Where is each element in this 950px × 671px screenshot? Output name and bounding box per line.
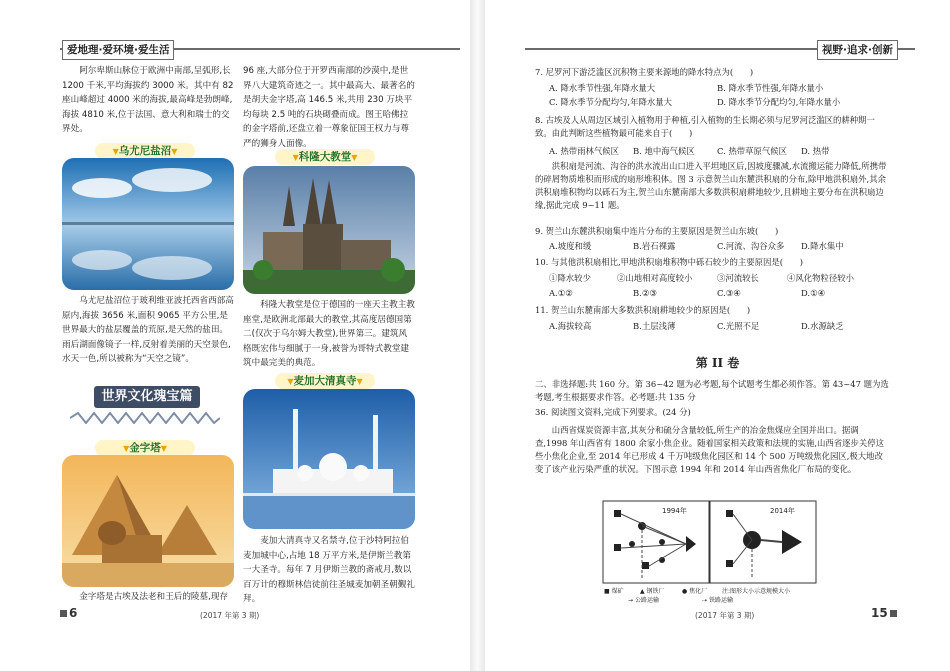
right-header: 视野·追求·创新 [817,40,898,58]
part-two-instructions: 二、非选择题:共 160 分。第 36~42 题为必考题,每个试题考生都必须作答。第 43~47 题为选考题,考生根据要求作答。必考题:共 135 分 [535,379,889,402]
tag-uyuni: ▼乌尤尼盐沼▼ [95,143,195,159]
right-footer: (2017 年第 3 期) [695,611,755,620]
map-year-1994: 1994年 [662,507,687,515]
pyramid-text: 金字塔是古埃及法老和王后的陵墓,现存 [79,592,229,602]
section-banner: 世界文化瑰宝篇 [94,386,200,408]
material-text: 洪积扇是河流、沟谷的洪水流出山口进入平坦地区后,因坡度骤减,水流搬运能力降低,所携带的碎屑物质堆积而形成的扇形堆积体。图 3 示意贺兰山东麓洪积扇的分布,除甲地洪积扇外,其余洪积扇堆积物均以砾石为主,贺兰山东麓南部大多数洪积扇耕地较少,且耕地主要分布在洪积扇边缘,据此完成 9~11 题。 [535,161,887,210]
left-header: 爱地理·爱环境·爱生活 [62,40,174,58]
section-title: 第 II 卷 [695,356,740,370]
uyuni-text: 乌尤尼盐沼位于玻利维亚波托西省西部高原内,海拔 3656 米,面积 9065 平方公里,是世界最大的盐层覆盖的荒原,是天然的盐田。雨后湖面像镜子一样,反射着美丽的天空景色,水天一色,所以被称为“天空之镜”。 [62,296,234,365]
map-year-2014: 2014年 [770,507,795,515]
book-spine [470,0,485,671]
pyramid-photo [62,455,234,587]
coking-plant-map-figure: 1994年 2014年 ■ 煤矿 ▲ 钢铁厂 ● 焦化厂 注:图形大小示意规模大小 → 公路运输 ⇢ 铁路运输 [602,500,818,604]
mosque-photo [243,389,415,529]
pyramid-continued-text: 96 座,大部分位于开罗西南部的沙漠中,是世界八大建筑奇迹之一。其中最高大、最著名的是胡夫金字塔,高 146.5 米,共用 230 万块平均每块 2.5 吨的石块砌叠而成。图王哈佛拉的金字塔前,还盘立着一尊象征国王权力与尊严的狮身人面像。 [243,66,415,149]
tag-cologne: ▼科隆大教堂▼ [275,149,375,165]
tag-mosque: ▼麦加大清真寺▼ [275,373,375,389]
question-9: 9. 贺兰山东麓洪积扇集中连片分布的主要原因是贺兰山东坡( ) [535,226,779,236]
left-page-number: 6 [58,606,77,620]
left-page [0,0,470,671]
alps-text: 阿尔卑斯山脉位于欧洲中南部,呈弧形,长1200 千米,平均海拔约 3000 米。其中有 82 座山峰超过 4000 米的海拔,最高峰是勃朗峰,海拔 4810 米,位于法国、意大利和瑞士的交界处。 [62,66,234,135]
right-page-number: 15 [871,606,899,620]
question-10: 10. 与其他洪积扇相比,甲地洪积扇堆积物中砾石较少的主要原因是( ) [535,257,804,267]
cologne-cathedral-photo [243,166,415,294]
banner-ornament [70,412,220,424]
question-8: 8. 古埃及人从周边区域引入植物用于种植,引入植物的生长期必须与尼罗河泛滥区的耕种期一致。由此判断这些植物最可能来自于( ) [535,115,875,138]
question-7: 7. 尼罗河下游泛滥区沉积物主要来源地的降水特点为( ) [535,67,754,77]
question-36-text: 山西省煤炭资源丰富,其灰分和硫分含量较低,所生产的冶金焦煤应全国并出口。据调查,1998 年山西省有 1800 余家小焦企业。随着国家相关政策和法规的实施,山西省逐步关停这些小焦化企业,至 2014 年已形成 4 千万吨级焦化园区和 14 个 500 万吨级焦化园区,极大地改变了该产业污染严重的状况。下图示意 1994 年和 2014 年山西省焦化厂布局的变化。 [535,425,885,474]
left-footer: (2017 年第 3 期) [200,611,260,620]
uyuni-salt-flat-photo [62,158,234,290]
right-page: 视野·追求·创新 7. 尼罗河下游泛滥区沉积物主要来源地的降水特点为( ) A. 降水季节性强,年降水量大 B. 降水季节性强,年降水量小 C. 降水季节分配均匀,年降水量大 D. 降水季节分配均匀,年降水量小 8. 古埃及人从周边区域引入植物用于种植,引入植物的生长期必须与尼罗河泛滥区的耕种期一致。由此判断这些植物最可能来自于( ) A. 热带雨林气候区 B. 地中海气候区 C. 热带草原气候区 D. 热带 洪积扇是河流、沟谷的洪水流出山口进入平坦地区后,因坡度骤减,水流搬运能力降低,所携带的碎屑物质堆积而形成的扇形堆积体。图 3 示意贺兰山东麓洪积扇的分布,除甲地洪积扇外,其余洪积扇堆积物均以砾石为主,贺兰山东麓南部大多数洪积扇耕地较少,且耕地主要分布在洪积扇边缘,据此完成 9~11 题。 9. 贺兰山东麓洪积扇集中连片分布的主要原因是贺兰山东坡( ) A.坡度和缓 B.岩石裸露 C.河流、沟谷众多 D.降水集中 10. 与其他洪积扇相比,甲地洪积扇堆积物中砾石较少的主要原因是( ) ①降水较少 ②山地相对高度较小 ③河流较长 ④风化物粒径较小 A.①② B.②③ C.③④ D.①④ 11. 贺兰山东麓南部大多数洪积扇耕地较少的原因是( ) A.海拔较高 B.土层浅薄 C.光照不足 D.水源缺乏 第 II 卷 二、非选择题:共 160 分。第 36~42 题为必考题,每个试题考生都必须作答。第 43~47 题为选考题,考生根据要求作答。必考题:共 135 分 36. 阅读图文资料,完成下列要求。(24 分) 山西省煤炭资源丰富,其灰分和硫分含量较低,所生产的冶金焦煤应全国并出口。据调查,1998 年山西省有 1800 余家小焦企业。随着国家相关政策和法规的实施,山西省逐步关停这些小焦化企业,至 2014 年已形成 4 千万吨级焦化园区和 14 个 500 万吨级焦化园区,极大地改变了该产业污染严重的状况。下图示意 1994 年和 2014 年山西省焦化厂布局的变化。 1994年 2014年 ■ 煤矿 ▲ 钢铁厂 ● 焦化厂 注:图形大小示意规模大小 → 公路运输 ⇢ 铁路运输 (2017 年第 3 期) 15 [485,0,950,671]
question-36: 36. 阅读图文资料,完成下列要求。(24 分) [535,407,691,417]
mosque-text: 麦加大清真寺又名禁寺,位于沙特阿拉伯麦加城中心,占地 18 万平方米,是伊斯兰教第一大圣寺。每年 7 月伊斯兰教的斋戒月,数以百万计的穆斯林信徒前往圣城麦加朝圣朝觐礼拜。 [243,536,415,605]
question-11: 11. 贺兰山东麓南部大多数洪积扇耕地较少的原因是( ) [535,305,751,315]
tag-pyramid: ▼金字塔▼ [95,440,195,456]
cologne-text: 科隆大教堂是位于德国的一座天主教主教座堂,是欧洲北部最大的教堂,其高度居德国第二(仅次于乌尔姆大教堂),世界第三。建筑风格既宏伟与细腻于一身,被誉为哥特式教堂建筑中最完美的典范。 [243,300,415,369]
